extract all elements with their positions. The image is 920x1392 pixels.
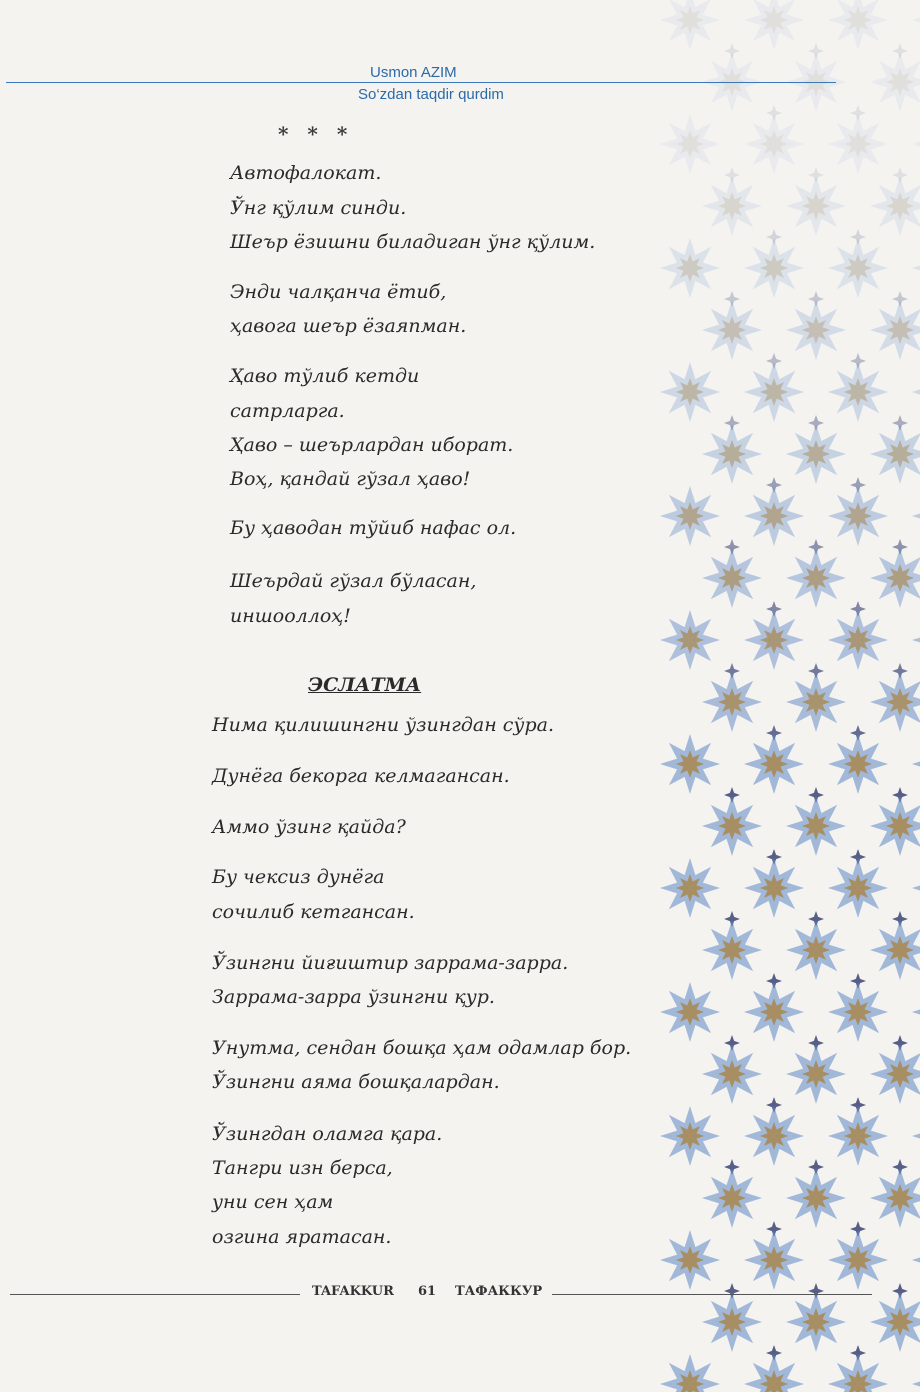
journal-name-cyrillic: ТАФАККУР	[455, 1284, 543, 1299]
poem-separator: * * *	[278, 122, 354, 146]
poem-line: Ўзингни йиғиштир заррама-зарра.	[212, 952, 569, 974]
poem-line: ҳавога шеър ёзаяпман.	[230, 315, 467, 337]
poem-line: Воҳ, қандай гўзал ҳаво!	[230, 468, 471, 490]
poem-line: Нима қилишингни ўзингдан сўра.	[212, 714, 554, 736]
poem-line: Ҳаво – шеърлардан иборат.	[230, 434, 514, 456]
poem-line: сочилиб кетгансан.	[212, 901, 415, 923]
islamic-geometric-ornament	[660, 0, 920, 1392]
poem-line: уни сен ҳам	[212, 1191, 334, 1213]
poem-line: озгина яратасан.	[212, 1226, 392, 1248]
footer-rule	[552, 1294, 872, 1295]
poem-line: Автофалокат.	[230, 162, 382, 184]
poem-line: Шеър ёзишни биладиган ўнг қўлим.	[230, 231, 596, 253]
poem-line: Энди чалқанча ётиб,	[230, 281, 447, 303]
poem-line: Бу ҳаводан тўйиб нафас ол.	[230, 517, 517, 539]
page-footer	[0, 1282, 920, 1306]
page-number: 61	[418, 1284, 437, 1299]
poem-line: Ўнг қўлим синди.	[230, 197, 407, 219]
poem-line: Ўзингни аяма бошқалардан.	[212, 1071, 500, 1093]
poem-title: ЭСЛАТМА	[308, 674, 422, 696]
journal-name-latin: TAFAKKUR	[312, 1284, 394, 1299]
poem-line: Ҳаво тўлиб кетди	[230, 365, 420, 387]
author-name: Usmon AZIM	[370, 64, 457, 81]
poem-line: Аммо ўзинг қайда?	[212, 816, 406, 838]
footer-rule	[10, 1294, 300, 1295]
poem-line: иншооллоҳ!	[230, 605, 351, 627]
poem-line: Унутма, сендан бошқа ҳам одамлар бор.	[212, 1037, 632, 1059]
poem-line: Дунёга бекорга келмагансан.	[212, 765, 510, 787]
poem-line: Тангри изн берса,	[212, 1157, 393, 1179]
poem-line: Шеърдай гўзал бўласан,	[230, 570, 477, 592]
poem-line: Бу чексиз дунёга	[212, 866, 385, 888]
header-rule	[6, 82, 836, 83]
poem-line: сатрларга.	[230, 400, 345, 422]
book-title: So‘zdan taqdir qurdim	[358, 86, 504, 103]
poem-line: Ўзингдан оламга қара.	[212, 1123, 443, 1145]
poem-line: Заррама-зарра ўзингни қур.	[212, 986, 495, 1008]
